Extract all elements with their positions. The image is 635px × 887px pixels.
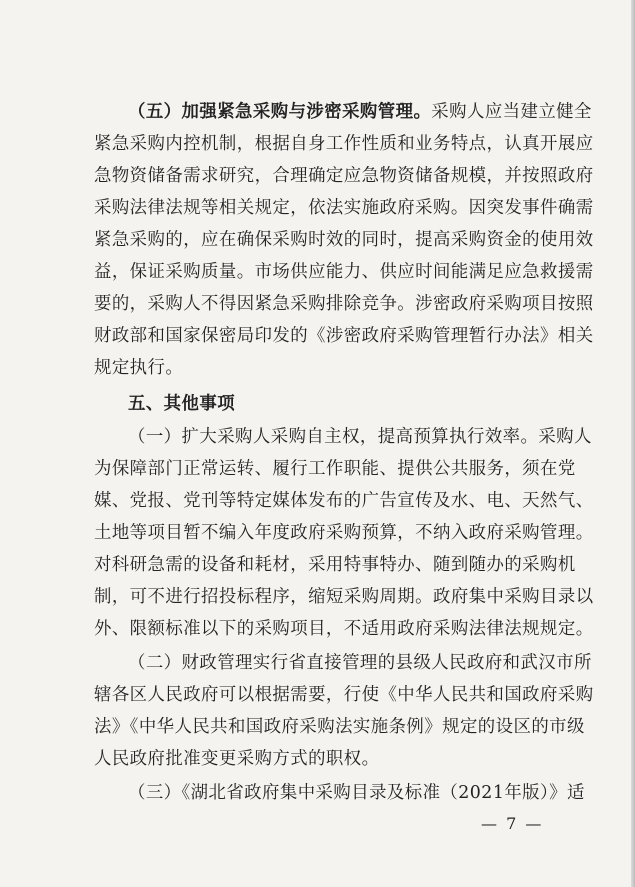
section5-line-9: 规定执行。: [94, 358, 184, 378]
item2-line-4: 人民政府批准变更采购方式的职权。: [94, 749, 380, 769]
section5-line-1: [128, 104, 592, 121]
section5-line-8: 财政部和国家保密局印发的《涉密政府采购管理暂行办法》相关: [94, 326, 594, 346]
item1-line-6: 制，可不进行招投标程序，缩短采购周期。政府集中采购目录以: [94, 587, 594, 607]
section5-line-7: 要的，采购人不得因紧急采购排除竞争。涉密政府采购项目按照: [94, 294, 594, 314]
item2-line-2: 辖各区人民政府可以根据需要，行使《中华人民共和国政府采购: [94, 685, 594, 705]
item1-line-2: 为保障部门正常运转、履行工作职能、提供公共服务，须在党: [94, 459, 576, 479]
item1-line-5: 对科研急需的设备和耗材，采用特事特办、随到随办的采购机: [94, 555, 576, 575]
section5-line-4: 采购法律法规等相关规定，依法实施政府采购。因突发事件确需: [94, 198, 594, 218]
item2-line-1: （二）财政管理实行省直接管理的县级人民政府和武汉市所: [128, 653, 592, 673]
item1-line-3: 媒、党报、党刊等特定媒体发布的广告宣传及水、电、天然气、: [94, 491, 594, 511]
section5-line-2: 紧急采购内控机制，根据自身工作性质和业务特点，认真开展应: [94, 134, 594, 154]
item3-line-1: （三）《湖北省政府集中采购目录及标准（2021年版）》适: [128, 783, 585, 803]
section-heading: 五、其他事项: [128, 394, 236, 414]
item2-line-3: 法》《中华人民共和国政府采购法实施条例》规定的设区的市级: [94, 717, 585, 737]
item1-line-7: 外、限额标准以下的采购项目，不适用政府采购法律法规规定。: [94, 619, 594, 639]
section5-line-6: 益，保证采购质量。市场供应能力、供应时间能满足应急救援需: [94, 262, 594, 282]
page-number: — 7 —: [481, 814, 544, 833]
section5-line-1-text: 采购人应当建立健全: [431, 102, 592, 122]
scan-edge: [631, 0, 635, 887]
section5-line-3: 急物资储备需求研究，合理确定应急物资储备规模，并按照政府: [94, 166, 594, 186]
item1-line-4: 土地等项目暂不编入年度政府采购预算，不纳入政府采购管理。: [94, 523, 594, 543]
section5-line-5: 紧急采购的，应在确保采购时效的同时，提高采购资金的使用效: [94, 230, 594, 250]
item1-line-1: （一）扩大采购人采购自主权，提高预算执行效率。采购人: [128, 427, 592, 447]
section5-lead: （五）加强紧急采购与涉密采购管理。: [128, 102, 432, 122]
